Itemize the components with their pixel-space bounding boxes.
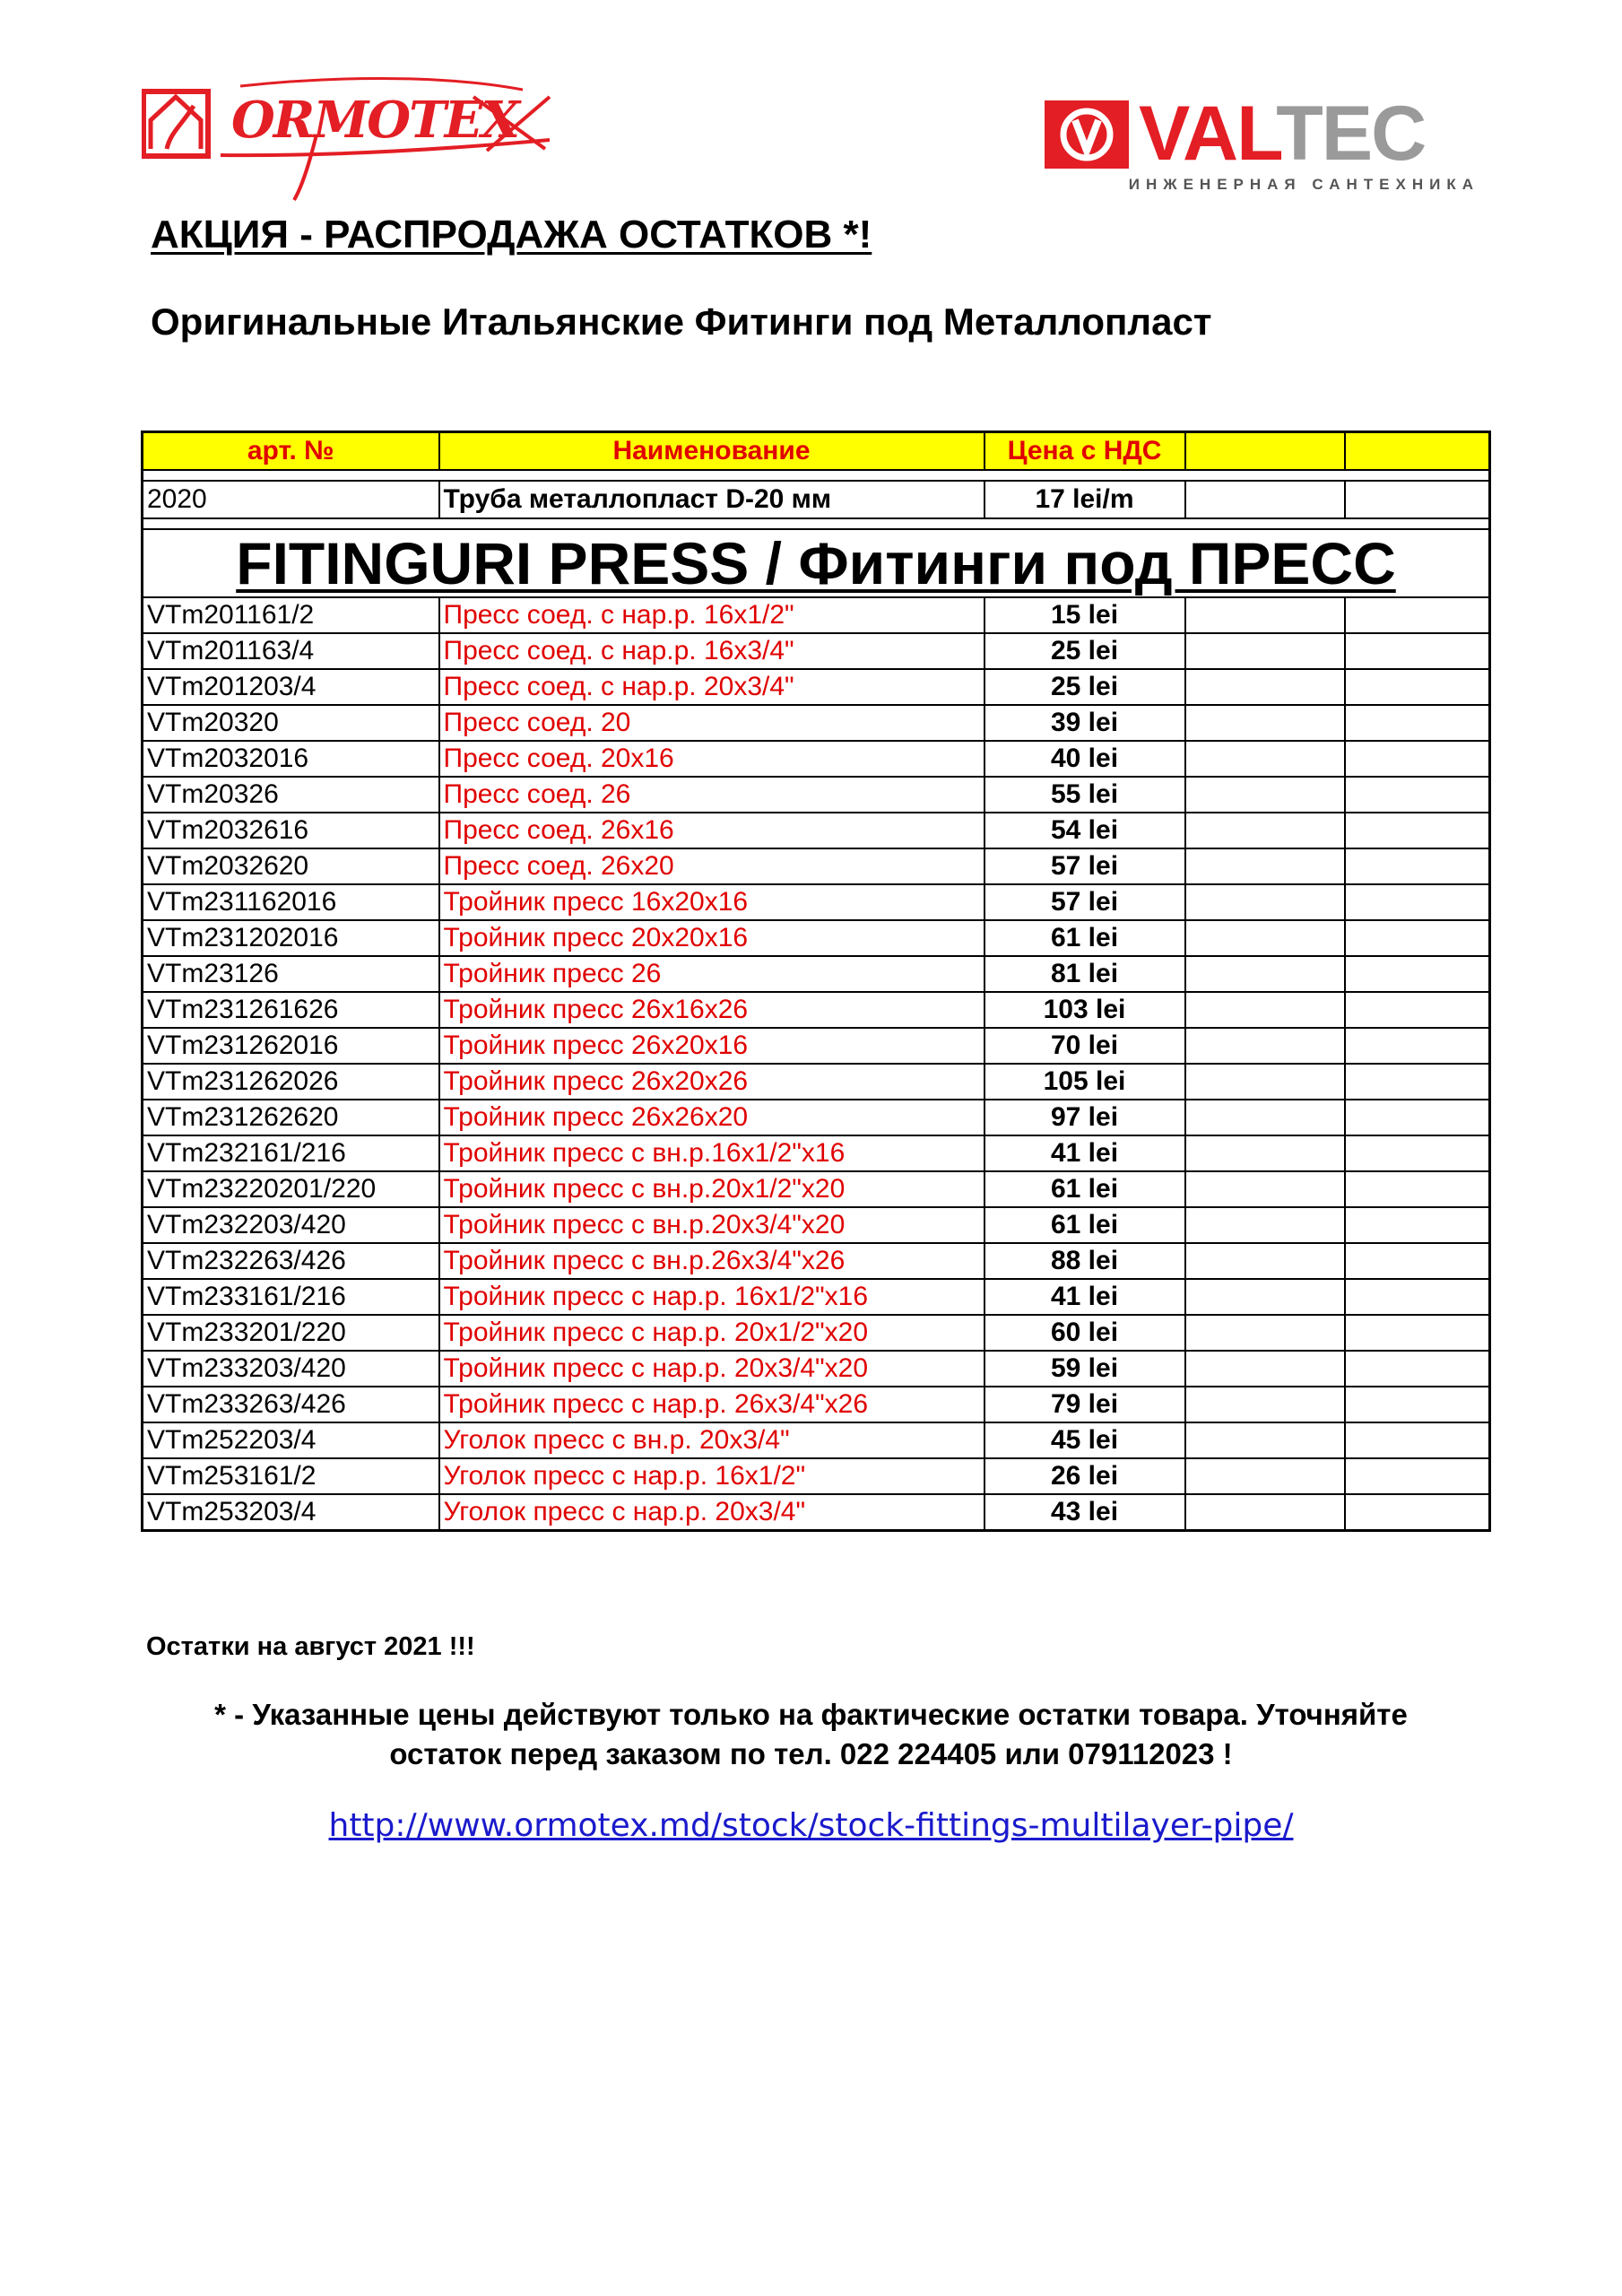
product-name: Пресс соед. 20 — [439, 705, 984, 741]
empty-cell — [1185, 777, 1345, 813]
empty-cell — [1185, 1315, 1345, 1351]
empty-cell — [1185, 741, 1345, 777]
header-empty-1 — [1185, 432, 1345, 471]
product-price: 61 lei — [984, 1207, 1185, 1243]
product-name: Тройник пресс с вн.р.16х1/2"х16 — [439, 1135, 984, 1171]
table-row — [143, 741, 1490, 777]
valtec-shield-icon — [1045, 100, 1134, 170]
empty-cell — [1345, 884, 1490, 920]
table-row — [143, 1243, 1490, 1279]
table-row — [143, 884, 1490, 920]
product-name: Пресс соед. с нар.р. 16х1/2" — [439, 597, 984, 633]
product-code: VTm20326 — [143, 777, 439, 813]
separator-cell — [143, 470, 1490, 481]
product-name: Тройник пресс с нар.р. 20х1/2"х20 — [439, 1315, 984, 1351]
empty-cell — [1185, 1458, 1345, 1494]
product-name: Тройник пресс с вн.р.20х1/2"х20 — [439, 1171, 984, 1207]
empty-cell — [1185, 633, 1345, 669]
product-code: VTm253203/4 — [143, 1494, 439, 1531]
product-name: Тройник пресс 26х26х20 — [439, 1100, 984, 1135]
product-price: 55 lei — [984, 777, 1185, 813]
empty-cell — [1185, 1351, 1345, 1387]
empty-cell — [1185, 884, 1345, 920]
ormotex-logo-graphic — [142, 70, 563, 204]
product-code: VTm201203/4 — [143, 669, 439, 705]
empty-cell — [1345, 1064, 1490, 1100]
product-name: Тройник пресс 26х16х26 — [439, 992, 984, 1028]
table-row — [143, 1422, 1490, 1458]
empty-cell — [1345, 992, 1490, 1028]
product-code: VTm231202016 — [143, 920, 439, 956]
product-price: 79 lei — [984, 1387, 1185, 1422]
page-title: АКЦИЯ - РАСПРОДАЖА ОСТАТКОВ *! — [151, 213, 872, 257]
product-code: VTm20320 — [143, 705, 439, 741]
disclaimer-line-2: остаток перед заказом по тел. 022 224405 или 079112023 ! — [389, 1737, 1233, 1770]
product-code: VTm233161/216 — [143, 1279, 439, 1315]
product-name: Уголок пресс с вн.р. 20х3/4" — [439, 1422, 984, 1458]
empty-cell — [1185, 1100, 1345, 1135]
product-price: 40 lei — [984, 741, 1185, 777]
empty-cell — [1185, 1171, 1345, 1207]
empty-cell — [1345, 633, 1490, 669]
section-title-row — [143, 529, 1490, 597]
product-code: VTm233201/220 — [143, 1315, 439, 1351]
table-row — [143, 992, 1490, 1028]
pipe-empty-2 — [1345, 481, 1490, 518]
pipe-row — [143, 481, 1490, 518]
empty-cell — [1345, 1315, 1490, 1351]
empty-cell — [1185, 813, 1345, 848]
empty-cell — [1185, 1387, 1345, 1422]
product-price: 103 lei — [984, 992, 1185, 1028]
table-row — [143, 920, 1490, 956]
table-row — [143, 633, 1490, 669]
disclaimer — [134, 1695, 1488, 1774]
product-code: VTm231262026 — [143, 1064, 439, 1100]
product-price: 43 lei — [984, 1494, 1185, 1531]
product-price: 26 lei — [984, 1458, 1185, 1494]
table-row — [143, 1351, 1490, 1387]
product-price: 61 lei — [984, 1171, 1185, 1207]
product-price: 15 lei — [984, 597, 1185, 633]
product-code: VTm23220201/220 — [143, 1171, 439, 1207]
product-name: Тройник пресс 20х20х16 — [439, 920, 984, 956]
empty-cell — [1185, 920, 1345, 956]
table-row — [143, 813, 1490, 848]
product-code: VTm23126 — [143, 956, 439, 992]
product-name: Пресс соед. 26х16 — [439, 813, 984, 848]
product-name: Тройник пресс с вн.р.26х3/4"х26 — [439, 1243, 984, 1279]
table-row — [143, 1064, 1490, 1100]
price-table-body — [143, 432, 1490, 1531]
empty-cell — [1345, 1351, 1490, 1387]
product-name: Пресс соед. 26х20 — [439, 848, 984, 884]
product-name: Пресс соед. с нар.р. 16х3/4" — [439, 633, 984, 669]
product-name: Пресс соед. 26 — [439, 777, 984, 813]
empty-cell — [1185, 956, 1345, 992]
product-price: 25 lei — [984, 633, 1185, 669]
product-price: 41 lei — [984, 1135, 1185, 1171]
empty-cell — [1185, 848, 1345, 884]
empty-cell — [1345, 1458, 1490, 1494]
stock-note: Остатки на август 2021 !!! — [146, 1632, 475, 1661]
table-row — [143, 777, 1490, 813]
empty-cell — [1345, 669, 1490, 705]
pipe-name: Труба металлопласт D-20 мм — [439, 481, 984, 518]
product-price: 54 lei — [984, 813, 1185, 848]
product-name: Тройник пресс 16х20х16 — [439, 884, 984, 920]
product-price: 57 lei — [984, 884, 1185, 920]
header-name: Наименование — [439, 432, 984, 471]
table-row — [143, 848, 1490, 884]
separator-row — [143, 470, 1490, 481]
product-code: VTm232161/216 — [143, 1135, 439, 1171]
stock-page-link[interactable]: http://www.ormotex.md/stock/stock-fittings-multilayer-pipe/ — [328, 1807, 1294, 1844]
table-row — [143, 1458, 1490, 1494]
empty-cell — [1345, 956, 1490, 992]
product-code: VTm233263/426 — [143, 1387, 439, 1422]
table-header-row — [143, 432, 1490, 471]
product-price: 39 lei — [984, 705, 1185, 741]
empty-cell — [1185, 597, 1345, 633]
product-price: 105 lei — [984, 1064, 1185, 1100]
product-price: 88 lei — [984, 1243, 1185, 1279]
product-code: VTm252203/4 — [143, 1422, 439, 1458]
product-name: Тройник пресс 26х20х26 — [439, 1064, 984, 1100]
product-name: Тройник пресс с вн.р.20х3/4"х20 — [439, 1207, 984, 1243]
table-row — [143, 705, 1490, 741]
table-row — [143, 597, 1490, 633]
empty-cell — [1345, 1387, 1490, 1422]
table-row — [143, 1171, 1490, 1207]
product-price: 70 lei — [984, 1028, 1185, 1064]
empty-cell — [1185, 1279, 1345, 1315]
empty-cell — [1185, 1494, 1345, 1531]
ormotex-logo — [142, 70, 563, 204]
disclaimer-line-1: * - Указанные цены действуют только на фактические остатки товара. Уточняйте — [214, 1698, 1408, 1731]
product-name: Тройник пресс с нар.р. 26х3/4"х26 — [439, 1387, 984, 1422]
product-code: VTm2032616 — [143, 813, 439, 848]
price-table — [141, 430, 1491, 1532]
empty-cell — [1345, 813, 1490, 848]
empty-cell — [1185, 705, 1345, 741]
product-code: VTm231262016 — [143, 1028, 439, 1064]
product-name: Уголок пресс с нар.р. 20х3/4" — [439, 1494, 984, 1531]
product-code: VTm232263/426 — [143, 1243, 439, 1279]
empty-cell — [1345, 1100, 1490, 1135]
empty-cell — [1345, 705, 1490, 741]
empty-cell — [1345, 920, 1490, 956]
empty-cell — [1185, 1028, 1345, 1064]
empty-cell — [1345, 1422, 1490, 1458]
table-row — [143, 1315, 1490, 1351]
empty-cell — [1345, 1171, 1490, 1207]
product-code: VTm231262620 — [143, 1100, 439, 1135]
empty-cell — [1185, 992, 1345, 1028]
empty-cell — [1345, 848, 1490, 884]
product-name: Тройник пресс 26х20х16 — [439, 1028, 984, 1064]
empty-cell — [1185, 1135, 1345, 1171]
product-price: 61 lei — [984, 920, 1185, 956]
empty-cell — [1345, 1207, 1490, 1243]
empty-cell — [1185, 669, 1345, 705]
header-price: Цена с НДС — [984, 432, 1185, 471]
valtec-wordmark-val: VAL — [1139, 91, 1277, 177]
valtec-logo — [1045, 91, 1479, 199]
separator-row — [143, 518, 1490, 529]
product-code: VTm2032016 — [143, 741, 439, 777]
product-name: Пресс соед. с нар.р. 20х3/4" — [439, 669, 984, 705]
product-price: 45 lei — [984, 1422, 1185, 1458]
product-price: 97 lei — [984, 1100, 1185, 1135]
product-price: 25 lei — [984, 669, 1185, 705]
table-row — [143, 1279, 1490, 1315]
table-row — [143, 1100, 1490, 1135]
product-code: VTm231261626 — [143, 992, 439, 1028]
empty-cell — [1345, 741, 1490, 777]
product-code: VTm201161/2 — [143, 597, 439, 633]
empty-cell — [1345, 1028, 1490, 1064]
product-price: 41 lei — [984, 1279, 1185, 1315]
product-code: VTm201163/4 — [143, 633, 439, 669]
header-code: арт. № — [143, 432, 439, 471]
product-price: 81 lei — [984, 956, 1185, 992]
header-empty-2 — [1345, 432, 1490, 471]
empty-cell — [1185, 1064, 1345, 1100]
product-name: Уголок пресс с нар.р. 16х1/2" — [439, 1458, 984, 1494]
product-code: VTm232203/420 — [143, 1207, 439, 1243]
table-row — [143, 1387, 1490, 1422]
empty-cell — [1185, 1243, 1345, 1279]
product-code: VTm231162016 — [143, 884, 439, 920]
product-name: Тройник пресс 26 — [439, 956, 984, 992]
table-row — [143, 956, 1490, 992]
empty-cell — [1345, 1279, 1490, 1315]
table-row — [143, 669, 1490, 705]
separator-cell — [143, 518, 1490, 529]
pipe-price: 17 lei/m — [984, 481, 1185, 518]
product-code: VTm253161/2 — [143, 1458, 439, 1494]
table-row — [143, 1028, 1490, 1064]
empty-cell — [1185, 1422, 1345, 1458]
product-name: Тройник пресс с нар.р. 20х3/4"х20 — [439, 1351, 984, 1387]
table-row — [143, 1494, 1490, 1531]
valtec-wordmark — [1139, 91, 1426, 177]
product-name: Пресс соед. 20х16 — [439, 741, 984, 777]
page-subtitle: Оригинальные Итальянские Фитинги под Металлопласт — [151, 300, 1212, 343]
section-title: FITINGURI PRESS / Фитинги под ПРЕСС — [143, 529, 1490, 597]
table-row — [143, 1207, 1490, 1243]
pipe-code: 2020 — [143, 481, 439, 518]
pipe-empty-1 — [1185, 481, 1345, 518]
empty-cell — [1345, 597, 1490, 633]
empty-cell — [1345, 1494, 1490, 1531]
empty-cell — [1345, 1135, 1490, 1171]
product-price: 60 lei — [984, 1315, 1185, 1351]
product-name: Тройник пресс с нар.р. 16х1/2"х16 — [439, 1279, 984, 1315]
product-price: 59 lei — [984, 1351, 1185, 1387]
product-price: 57 lei — [984, 848, 1185, 884]
table-row — [143, 1135, 1490, 1171]
empty-cell — [1345, 777, 1490, 813]
product-code: VTm2032620 — [143, 848, 439, 884]
valtec-tagline: ИНЖЕНЕРНАЯ САНТЕХНИКА — [1128, 176, 1479, 193]
product-code: VTm233203/420 — [143, 1351, 439, 1387]
ormotex-logo-text: ORMOTEX — [231, 91, 518, 150]
valtec-wordmark-tec: TEC — [1276, 91, 1426, 177]
empty-cell — [1185, 1207, 1345, 1243]
empty-cell — [1345, 1243, 1490, 1279]
